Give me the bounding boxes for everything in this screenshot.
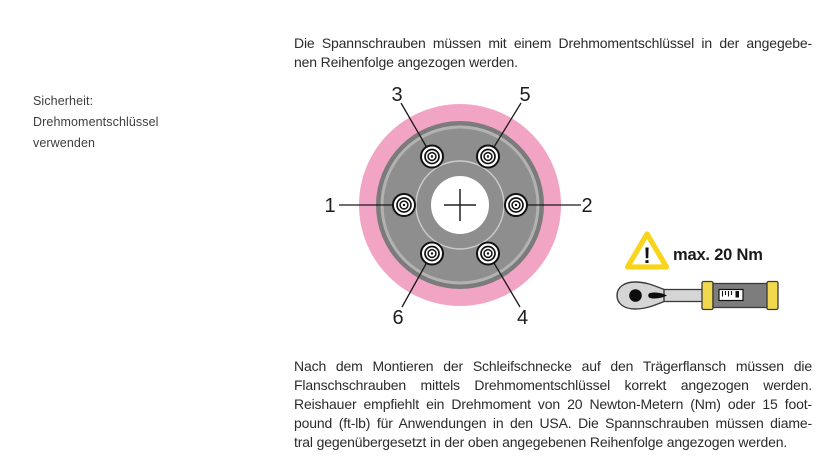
paragraph-line: Die Spannschrauben müssen mit einem Drehmomentschlüssel in der angegebe- <box>294 35 812 51</box>
screw-icon-3 <box>421 146 443 168</box>
intro-paragraph <box>294 34 812 72</box>
margin-note <box>33 91 233 154</box>
screw-icon-2 <box>505 194 527 216</box>
margin-note-line: Sicherheit: <box>33 94 94 108</box>
paragraph-line: tral gegenübergesetzt in der oben angegebenen Reihenfolge angezogen werden. <box>294 434 788 450</box>
screw-label-3: 3 <box>391 84 403 106</box>
paragraph-line: Nach dem Montieren der Schleifschnecke auf den Trägerflansch müssen die <box>294 358 812 374</box>
screw-label-5: 5 <box>519 84 531 106</box>
screw-icon-4 <box>477 243 499 265</box>
paragraph-line: pound (ft-lb) für Anwendungen in den USA. Die Spannschrauben müssen diame- <box>294 415 812 431</box>
warning-triangle-icon <box>624 229 670 272</box>
wrench-collar <box>702 282 713 310</box>
exclamation-mark: ! <box>643 243 651 268</box>
wrench-drive-stud <box>629 289 642 302</box>
wrench-scale-window <box>719 290 743 301</box>
torque-wrench-icon <box>615 279 780 312</box>
screw-icon-5 <box>477 146 499 168</box>
wrench-shaft <box>663 290 705 302</box>
screw-icon-1 <box>393 194 415 216</box>
tightening-sequence-diagram <box>315 80 605 330</box>
body-paragraph <box>294 357 812 452</box>
screw-label-2: 2 <box>581 195 593 217</box>
margin-note-line: verwenden <box>33 136 96 150</box>
paragraph-line: Reishauer empfiehlt ein Drehmoment von 20 Newton-Metern (Nm) oder 15 foot- <box>294 396 812 412</box>
screw-label-6: 6 <box>392 307 404 329</box>
paragraph-line: Flanschschrauben mittels Drehmomentschlüssel korrekt angezogen werden. <box>294 377 812 393</box>
screw-label-1: 1 <box>324 195 336 217</box>
screw-icon-6 <box>421 243 443 265</box>
screw-label-4: 4 <box>516 307 529 329</box>
margin-note-line: Drehmomentschlüssel <box>33 115 159 129</box>
paragraph-line: nen Reihenfolge angezogen werden. <box>294 54 518 70</box>
torque-limit-label: max. 20 Nm <box>673 246 763 264</box>
wrench-end-cap <box>767 282 778 310</box>
